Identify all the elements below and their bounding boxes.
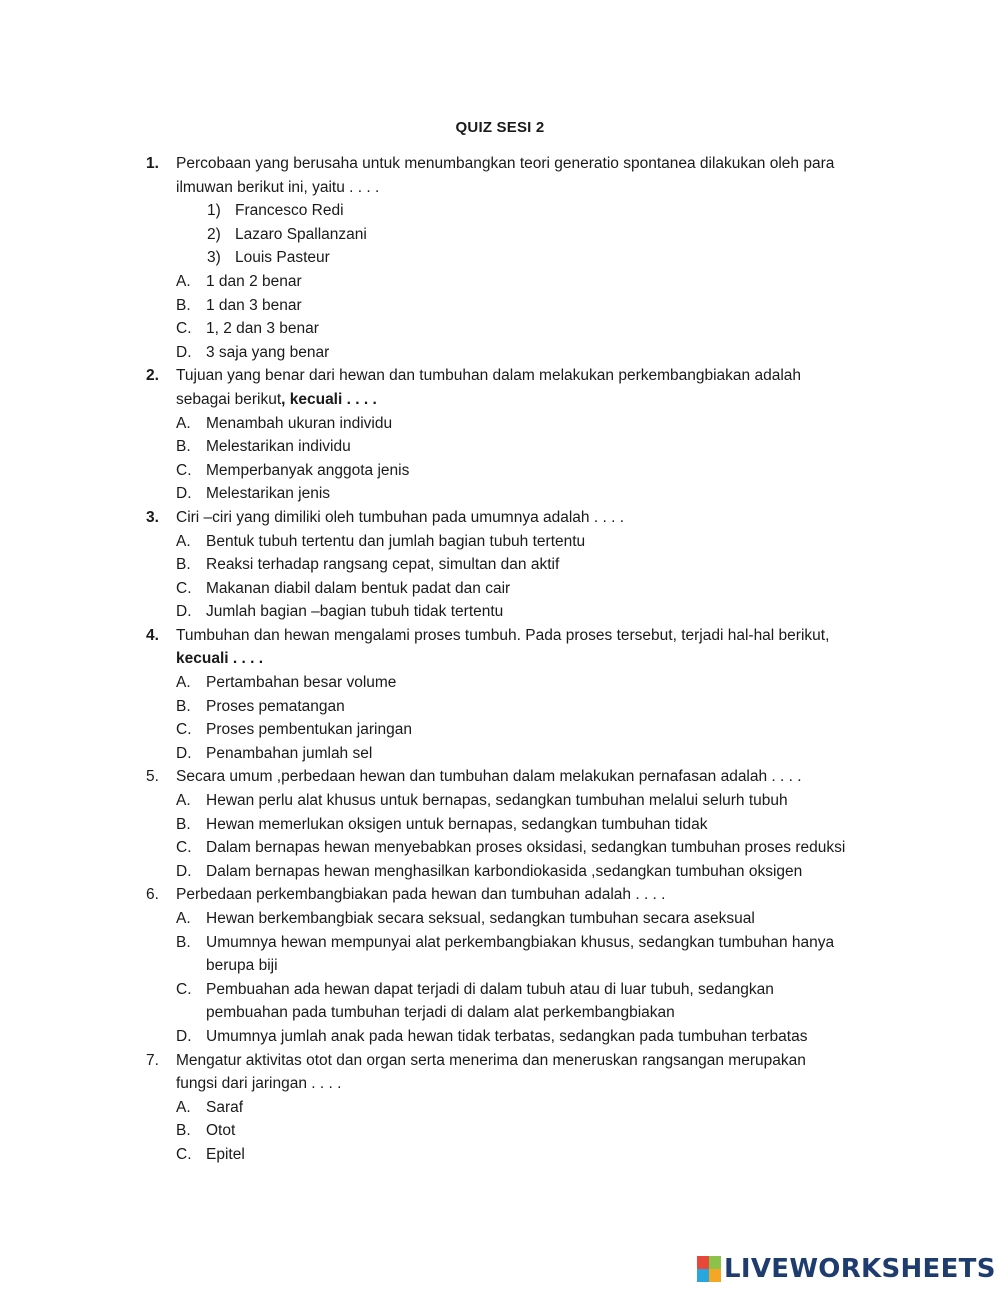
answer-option[interactable]: B. Reaksi terhadap rangsang cepat, simultan dan aktif xyxy=(176,556,560,574)
answer-option[interactable]: B. Melestarikan individu xyxy=(176,438,351,456)
answer-option[interactable]: B. Proses pematangan xyxy=(176,697,345,715)
question-number: 7. xyxy=(146,1051,159,1069)
answer-option[interactable]: C. Proses pembentukan jaringan xyxy=(176,721,412,739)
answer-option[interactable]: B. Umumnya hewan mempunyai alat perkembangbiakan khusus, sedangkan tumbuhan hanya xyxy=(176,933,835,951)
answer-option[interactable]: C. Dalam bernapas hewan menyebabkan proses oksidasi, sedangkan tumbuhan proses reduksi xyxy=(176,839,846,857)
answer-option[interactable]: B. 1 dan 3 benar xyxy=(176,296,302,314)
question-number: 2. xyxy=(146,367,159,385)
question-3 xyxy=(140,506,880,624)
question-4: 4. Tumbuhan dan hewan mengalami proses tumbuh. Pada proses tersebut, terjadi hal-hal berikut, kecuali . . . . A. Pertambahan besar volume B. Proses pematangan C. Proses pembentukan jaringan D. Penambahan jumlah sel xyxy=(140,624,880,766)
question-7 xyxy=(140,1049,880,1167)
question-number: 5. xyxy=(146,768,159,786)
answer-option[interactable]: D. Penambahan jumlah sel xyxy=(176,744,373,762)
logo-mark-icon xyxy=(697,1256,721,1282)
answer-option-continuation: berupa biji xyxy=(206,957,278,975)
answer-option[interactable]: C. Makanan diabil dalam bentuk padat dan cair xyxy=(176,579,511,597)
answer-option[interactable]: C. Pembuahan ada hewan dapat terjadi di dalam tubuh atau di luar tubuh, sedangkan xyxy=(176,980,774,998)
answer-option[interactable]: A. Menambah ukuran individu xyxy=(176,414,393,432)
list-item: 1) Francesco Redi xyxy=(207,202,344,220)
logo-square-red xyxy=(697,1256,709,1269)
liveworksheets-logo[interactable] xyxy=(697,1252,996,1286)
question-text: Tujuan yang benar dari hewan dan tumbuhan dalam melakukan perkembangbiakan adalah xyxy=(176,367,802,385)
logo-square-blue xyxy=(697,1269,709,1282)
question-number: 4. xyxy=(146,626,159,644)
question-text: Percobaan yang berusaha untuk menumbangkan teori generatio spontanea dilakukan oleh para xyxy=(176,155,835,172)
answer-option[interactable]: C. Epitel xyxy=(176,1145,245,1163)
quiz-content xyxy=(140,152,880,1167)
answer-option[interactable]: B. Hewan memerlukan oksigen untuk bernapas, sedangkan tumbuhan tidak xyxy=(176,815,708,833)
question-number: 6. xyxy=(146,886,159,904)
answer-option[interactable]: A. 1 dan 2 benar xyxy=(176,272,302,290)
answer-option[interactable]: D. Melestarikan jenis xyxy=(176,485,331,503)
question-1 xyxy=(140,152,880,364)
answer-option[interactable]: A. Pertambahan besar volume xyxy=(176,674,397,692)
question-text: Tumbuhan dan hewan mengalami proses tumbuh. Pada proses tersebut, terjadi hal-hal berikut, xyxy=(176,626,830,644)
answer-option-continuation: pembuahan pada tumbuhan terjadi di dalam alat perkembangbiakan xyxy=(206,1004,675,1022)
answer-option[interactable]: D. 3 saja yang benar xyxy=(176,343,330,361)
answer-option[interactable]: C. Memperbanyak anggota jenis xyxy=(176,461,410,479)
answer-option[interactable]: A. Bentuk tubuh tertentu dan jumlah bagian tubuh tertentu xyxy=(176,532,586,550)
logo-square-green xyxy=(709,1256,721,1269)
question-number: 1. xyxy=(146,155,159,172)
question-6 xyxy=(140,883,880,1048)
answer-option[interactable]: D. Umumnya jumlah anak pada hewan tidak terbatas, sedangkan pada tumbuhan terbatas xyxy=(176,1027,808,1045)
answer-option[interactable]: C. 1, 2 dan 3 benar xyxy=(176,320,319,338)
answer-option[interactable]: A. Hewan perlu alat khusus untuk bernapas, sedangkan tumbuhan melalui selurh tubuh xyxy=(176,792,788,810)
logo-text: LIVEWORKSHEETS xyxy=(724,1254,996,1284)
page-title: QUIZ SESI 2 xyxy=(455,119,545,136)
question-text: Mengatur aktivitas otot dan organ serta menerima dan meneruskan rangsangan merupakan xyxy=(176,1051,806,1069)
question-text: Secara umum ,perbedaan hewan dan tumbuhan dalam melakukan pernafasan adalah . . . . xyxy=(176,768,802,786)
answer-option[interactable]: A. Hewan berkembangbiak secara seksual, sedangkan tumbuhan secara aseksual xyxy=(176,910,755,927)
question-text: Ciri –ciri yang dimiliki oleh tumbuhan pada umumnya adalah . . . . xyxy=(176,508,625,526)
question-text: Perbedaan perkembangbiakan pada hewan dan tumbuhan adalah . . . . xyxy=(176,886,666,904)
question-5 xyxy=(140,765,880,883)
question-2: 2. Tujuan yang benar dari hewan dan tumbuhan dalam melakukan perkembangbiakan adalah sebagai berikut, kecuali . . . . A. Menambah ukuran individu B. Melestarikan individu C. Memperbanyak anggota jenis D. Melestarikan jenis xyxy=(140,364,880,506)
list-item: 3) Louis Pasteur xyxy=(207,249,330,267)
answer-option[interactable]: D. Jumlah bagian –bagian tubuh tidak tertentu xyxy=(176,603,504,621)
question-number: 3. xyxy=(146,508,159,526)
logo-square-orange xyxy=(709,1269,721,1282)
answer-option[interactable]: A. Saraf xyxy=(176,1098,244,1116)
list-item: 2) Lazaro Spallanzani xyxy=(207,225,367,243)
question-text: fungsi dari jaringan . . . . xyxy=(176,1075,342,1093)
question-text: ilmuwan berikut ini, yaitu . . . . xyxy=(176,178,380,196)
answer-option[interactable]: B. Otot xyxy=(176,1122,236,1140)
answer-option[interactable]: D. Dalam bernapas hewan menghasilkan karbondiokasida ,sedangkan tumbuhan oksigen xyxy=(176,862,803,880)
